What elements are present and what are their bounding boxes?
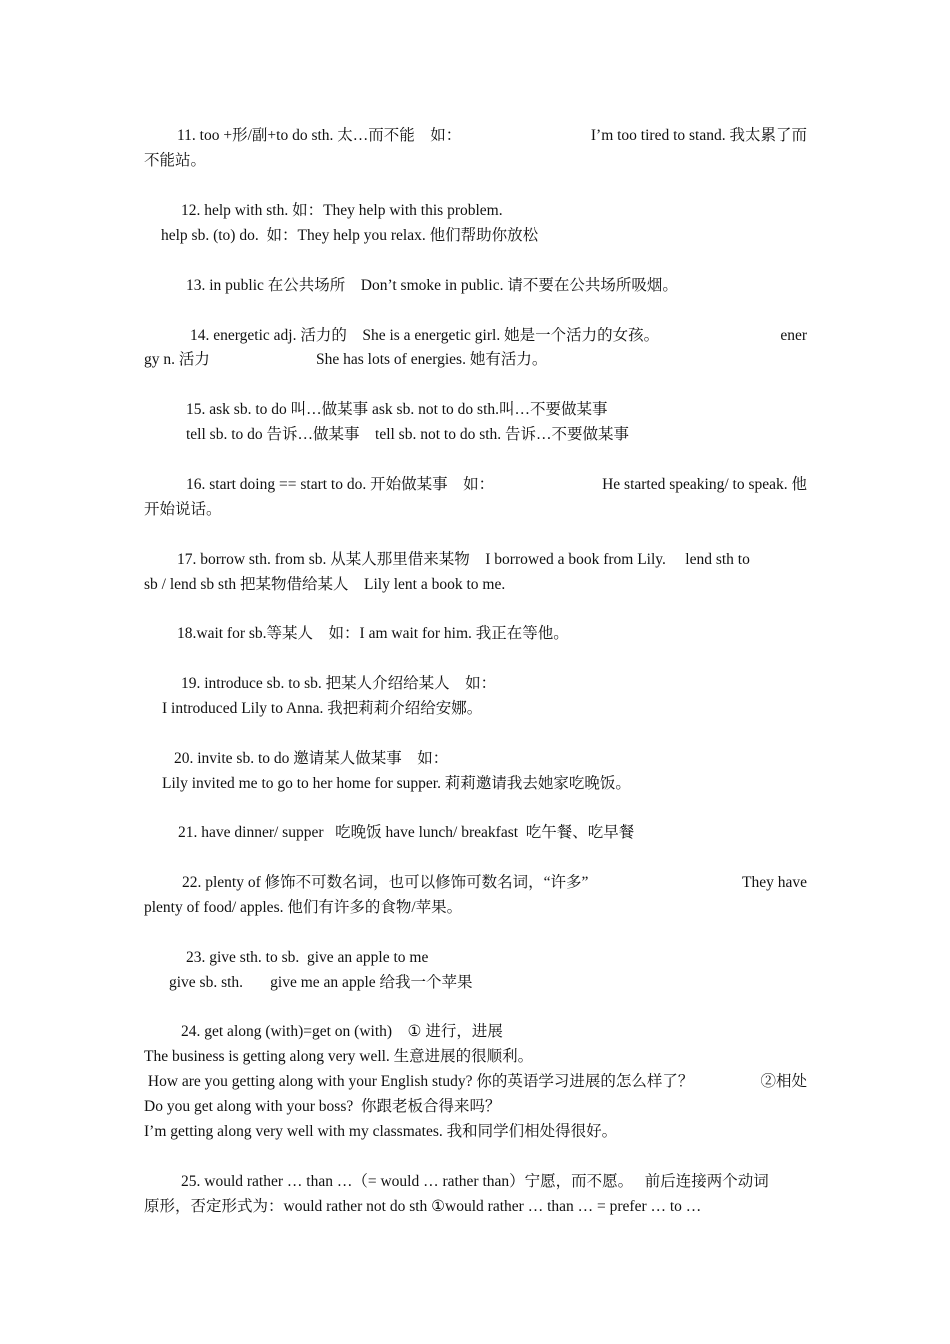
item-22-right: They have xyxy=(742,874,807,891)
item-12-line-1: 12. help with sth. 如：They help with this problem. xyxy=(181,202,503,219)
item-15-line-2: tell sb. to do 告诉…做某事 tell sb. not to do sth. 告诉…不要做某事 xyxy=(186,426,630,443)
item-19-line-2: I introduced Lily to Anna. 我把莉莉介绍给安娜。 xyxy=(162,700,483,717)
item-17-line-2: sb / lend sb sth 把某物借给某人 Lily lent a book to me. xyxy=(144,576,506,593)
item-22-line-1: 22. plenty of 修饰不可数名词，也可以修饰可数名词，“许多” xyxy=(182,874,589,891)
item-11-line-1: 11. too +形/副+to do sth. 太…而不能 如： xyxy=(177,127,462,144)
item-18-line-1: 18.wait for sb.等某人 如：I am wait for him. 我正在等他。 xyxy=(177,625,569,642)
item-20-line-2: Lily invited me to go to her home for supper. 莉莉邀请我去她家吃晚饭。 xyxy=(162,775,631,792)
item-16-line-2: 开始说话。 xyxy=(144,501,222,518)
item-23-line-2: give sb. sth. give me an apple 给我一个苹果 xyxy=(169,974,473,991)
item-16-line-1: 16. start doing == start to do. 开始做某事 如： xyxy=(186,476,495,493)
item-24-line-3: How are you getting along with your English study? 你的英语学习进展的怎么样了？ xyxy=(144,1073,694,1090)
item-25-line-1: 25. would rather … than …（= would … rather than）宁愿，而不愿。 前后连接两个动词 xyxy=(181,1173,769,1190)
item-16-right: He started speaking/ to speak. 他 xyxy=(602,476,807,493)
item-25-line-2: 原形，否定形式为：would rather not do sth ①would rather … than … = prefer … to … xyxy=(144,1198,702,1215)
item-24-right: ②相处 xyxy=(760,1073,807,1090)
item-14-extra: She has lots of energies. 她有活力。 xyxy=(316,351,548,368)
item-22-line-2: plenty of food/ apples. 他们有许多的食物/苹果。 xyxy=(144,899,463,916)
item-23-line-1: 23. give sth. to sb. give an apple to me xyxy=(186,949,429,966)
item-21-line-1: 21. have dinner/ supper 吃晚饭 have lunch/ breakfast 吃午餐、吃早餐 xyxy=(178,824,635,841)
item-24-line-4: Do you get along with your boss? 你跟老板合得来吗？ xyxy=(144,1098,501,1115)
item-12-line-2: help sb. (to) do. 如：They help you relax. 他们帮助你放松 xyxy=(161,227,539,244)
item-11-right: I’m too tired to stand. 我太累了而 xyxy=(590,127,807,144)
item-24-line-5: I’m getting along very well with my classmates. 我和同学们相处得很好。 xyxy=(144,1123,618,1140)
item-13-line-1: 13. in public 在公共场所 Don’t smoke in public. 请不要在公共场所吸烟。 xyxy=(186,277,678,294)
item-20-line-1: 20. invite sb. to do 邀请某人做某事 如： xyxy=(174,750,449,767)
item-17-line-1: 17. borrow sth. from sb. 从某人那里借来某物 I borrowed a book from Lily. lend sth to xyxy=(177,551,750,568)
item-14-line-1: 14. energetic adj. 活力的 She is a energetic girl. 她是一个活力的女孩。 xyxy=(190,327,660,344)
item-19-line-1: 19. introduce sb. to sb. 把某人介绍给某人 如： xyxy=(181,675,497,692)
item-14-line-2: gy n. 活力 xyxy=(144,351,210,368)
item-24-line-1: 24. get along (with)=get on (with) ① 进行，进展 xyxy=(181,1023,503,1040)
item-15-line-1: 15. ask sb. to do 叫…做某事 ask sb. not to do sth.叫…不要做某事 xyxy=(186,401,608,418)
item-24-line-2: The business is getting along very well. 生意进展的很顺利。 xyxy=(144,1048,534,1065)
item-11-line-2: 不能站。 xyxy=(144,152,207,169)
item-14-right: ener xyxy=(780,327,807,344)
